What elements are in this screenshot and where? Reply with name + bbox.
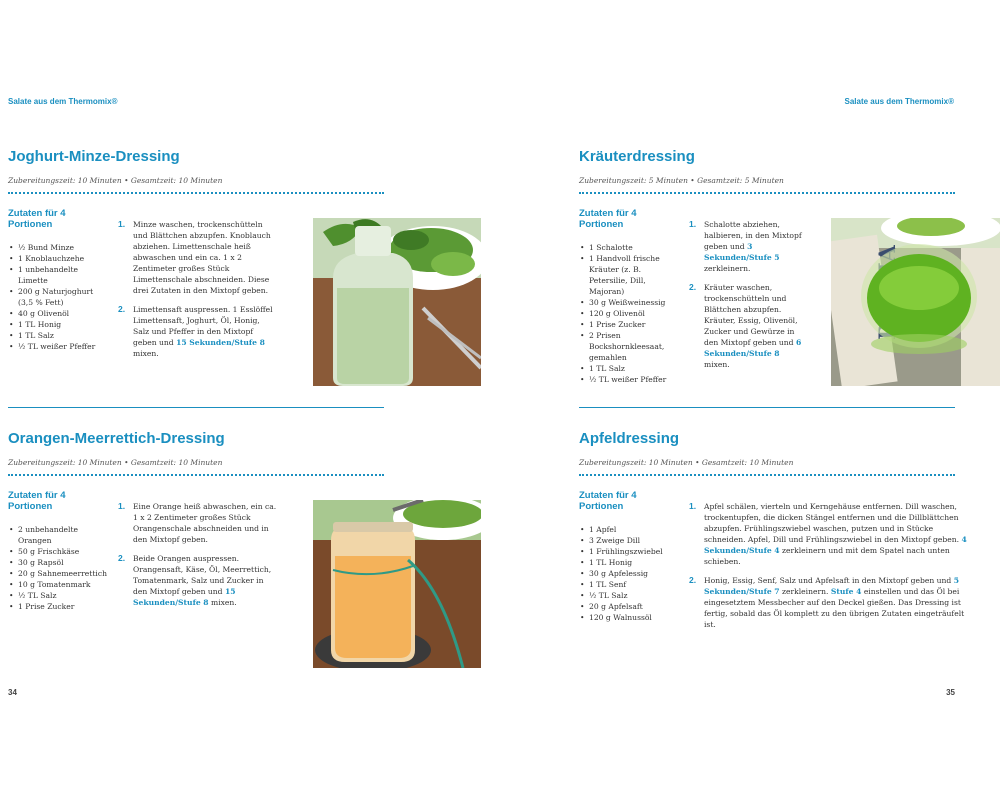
running-header-right: Salate aus dem Thermomix® [844,97,954,106]
recipe-title: Kräuterdressing [579,148,695,165]
right-page [500,0,1000,800]
ingredient-item: • 1 Frühlingszwiebel [579,546,681,557]
steps-list [689,501,971,638]
ingredient-item: • 30 g Weißweinessig [579,297,681,308]
recipe-photo-joghurt [313,218,481,386]
recipe-photo-orangen [313,500,481,668]
step-1: 1. Minze waschen, trockenschütteln und Blättchen abzupfen. Knoblauch abziehen. Limettenschale heiß abwaschen und ein ca. 1 x 2 Zentimeter großes Stück Limettenschale abschneiden. Diese drei Zutaten in den Mixtopf geben. [118,219,271,295]
step-1: 1. Schalotte abziehen, halbieren, in den Mixtopf geben und 3 Sekunden/Stufe 5 zerkleinern. [689,219,802,273]
ingredients-title: Zutaten für 4 Portionen [579,208,637,230]
ingredient-item: • 3 Zweige Dill [579,535,681,546]
ingredient-item: • 40 g Olivenöl [8,308,110,319]
ingredient-item: • 30 g Rapsöl [8,557,110,568]
ingredient-item: • ½ TL Salz [8,590,110,601]
ingredients-title: Zutaten für 4 Portionen [8,490,66,512]
step-2: 2. Limettensaft auspressen. 1 Esslöffel Limettensaft, Joghurt, Öl, Honig, Salz und Pfeffer in den Mixtopf geben und 15 Sekunden/Stufe 8 mixen. [118,304,273,358]
page-number-left: 34 [8,688,17,697]
dotted-divider [8,474,384,476]
step-1: 1. Apfel schälen, vierteln und Kerngehäuse entfernen. Dill waschen, trockentupfen, die dicken Stängel entfernen und die Dillblättchen abzupfen. Frühlingszwiebel waschen, putzen und in Stücke schneiden. Apfel, Dill und Frühlingszwiebel in den Mixtopf geben. 4 Sekunden/Stufe 4 zerkleinern und mit dem Spatel nach unten schieben. [689,501,967,566]
ingredient-item: • 1 TL Honig [579,557,681,568]
recipe-title: Joghurt-Minze-Dressing [8,148,180,165]
ingredient-item: • 20 g Sahnemeerrettich [8,568,110,579]
step-2: 2. Kräuter waschen, trockenschütteln und Blättchen abzupfen. Kräuter, Essig, Olivenöl, Zucker und Gewürze in den Mixtopf geben und 6 Sekunden/Stufe 8 mixen. [689,282,802,369]
setting-highlight: Stufe 4 [830,587,862,596]
recipe-time: Zubereitungszeit: 5 Minuten • Gesamtzeit: 5 Minuten [579,176,784,185]
recipe-title: Orangen-Meerrettich-Dressing [8,430,225,447]
section-divider [8,407,384,408]
ingredient-item: • 1 Schalotte [579,242,681,253]
recipe-joghurt-minze [8,140,482,400]
ingredient-item: • 30 g Apfelessig [579,568,681,579]
setting-highlight: 15 Sekunden/Stufe 8 [176,338,265,347]
recipe-time: Zubereitungszeit: 10 Minuten • Gesamtzeit: 10 Minuten [8,458,223,467]
recipe-title: Apfeldressing [579,430,680,447]
ingredient-item: • 1 TL Senf [579,579,681,590]
dotted-divider [8,192,384,194]
dotted-divider [579,474,955,476]
ingredients-title: Zutaten für 4 Portionen [579,490,637,512]
ingredient-item: • 200 g Naturjoghurt (3,5 % Fett) [8,286,110,308]
ingredient-item: • 1 Knoblauchzehe [8,253,110,264]
dotted-divider [579,192,955,194]
ingredient-item: • 1 TL Salz [579,363,681,374]
recipe-kraeuterdressing [579,140,1000,400]
ingredient-item: • 10 g Tomatenmark [8,579,110,590]
page-number-right: 35 [946,688,955,697]
steps-list [689,219,804,378]
ingredient-item: • 1 unbehandelte Limette [8,264,110,286]
ingredient-item: • ½ Bund Minze [8,242,110,253]
steps-list [118,219,278,367]
ingredient-item: • 2 unbehandelte Orangen [8,524,110,546]
setting-highlight: 5 Sekunden/Stufe 7 [704,576,959,596]
setting-highlight: 4 Sekunden/Stufe 4 [704,535,967,555]
ingredient-item: • 1 TL Honig [8,319,110,330]
ingredient-list [8,242,110,352]
ingredient-list [579,242,681,385]
recipe-photo-kraeuter [831,218,1000,386]
setting-highlight: 3 Sekunden/Stufe 5 [704,242,780,262]
ingredient-item: • ½ TL Salz [579,590,681,601]
recipe-time: Zubereitungszeit: 10 Minuten • Gesamtzeit: 10 Minuten [8,176,223,185]
setting-highlight: 15 Sekunden/Stufe 8 [133,587,236,607]
ingredient-item: • ½ TL weißer Pfeffer [579,374,681,385]
ingredient-item: • 20 g Apfelsaft [579,601,681,612]
ingredient-item: • 50 g Frischkäse [8,546,110,557]
running-header-left: Salate aus dem Thermomix® [8,97,118,106]
ingredient-item: • 120 g Olivenöl [579,308,681,319]
ingredient-list [579,524,681,623]
ingredient-item: • 1 Prise Zucker [579,319,681,330]
ingredient-item: • 2 Prisen Bockshornkleesaat, gemahlen [579,330,681,363]
ingredient-item: • ½ TL weißer Pfeffer [8,341,110,352]
ingredient-item: • 120 g Walnussöl [579,612,681,623]
step-1: 1. Eine Orange heiß abwaschen, ein ca. 1 x 2 Zentimeter großes Stück Orangenschale abschneiden und in den Mixtopf geben. [118,501,277,544]
ingredient-item: • 1 Prise Zucker [8,601,110,612]
recipe-orangen-meerrettich [8,422,482,682]
ingredient-item: • 1 Handvoll frische Kräuter (z. B. Petersilie, Dill, Majoran) [579,253,681,297]
ingredient-list [8,524,110,612]
ingredients-title: Zutaten für 4 Portionen [8,208,66,230]
step-2: 2. Honig, Essig, Senf, Salz und Apfelsaft in den Mixtopf geben und 5 Sekunden/Stufe 7 zerkleinern. Stufe 4 einstellen und das Öl bei eingesetztem Messbecher auf den Deckel gießen. Das Dressing ist fertig, sobald das Öl komplett zu den übrigen Zutaten eingeträufelt ist. [689,575,965,629]
steps-list [118,501,278,616]
ingredient-item: • 1 TL Salz [8,330,110,341]
section-divider [579,407,955,408]
recipe-apfeldressing [579,422,1000,682]
recipe-time: Zubereitungszeit: 10 Minuten • Gesamtzeit: 10 Minuten [579,458,794,467]
setting-highlight: 6 Sekunden/Stufe 8 [704,338,802,358]
ingredient-item: • 1 Apfel [579,524,681,535]
step-2: 2. Beide Orangen auspressen. Orangensaft, Käse, Öl, Meerrettich, Tomatenmark, Salz und Zucker in den Mixtopf geben und 15 Sekunden/Stufe 8 mixen. [118,553,272,607]
